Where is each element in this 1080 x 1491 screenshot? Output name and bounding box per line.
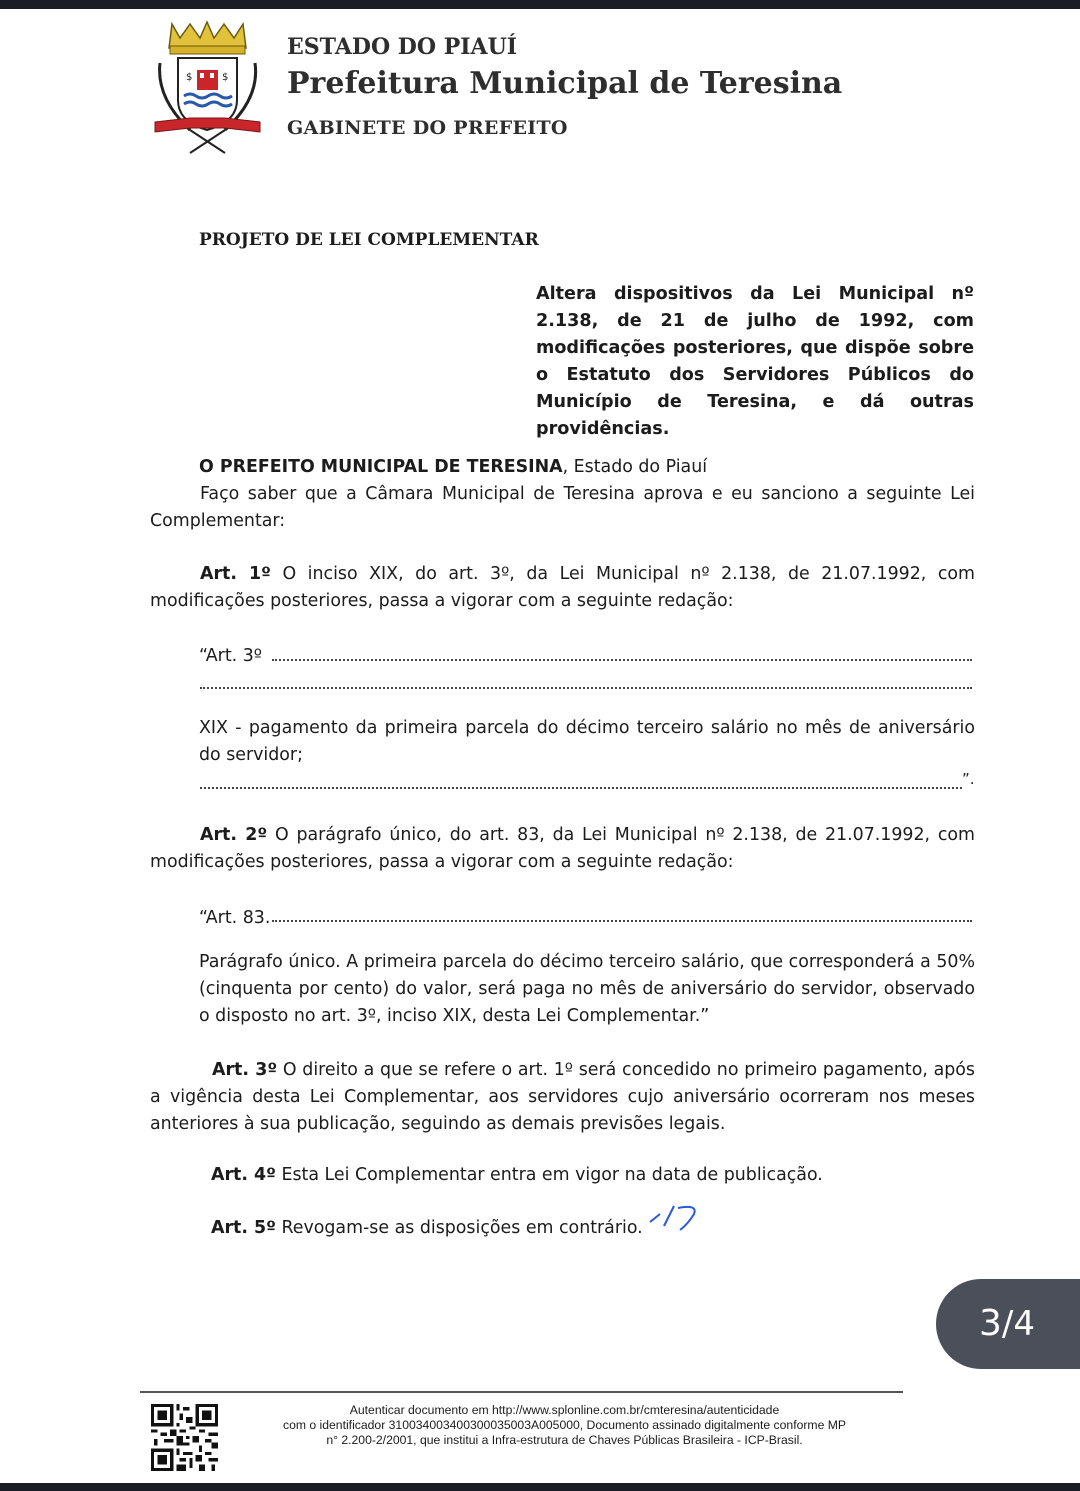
page-current: 3 (979, 1303, 1002, 1344)
auth-line-2: com o identificador 310034003400300035003A005000, Documento assinado digitalmente conforme MP (282, 1418, 847, 1432)
article-1 (150, 561, 975, 615)
article-4 (211, 1162, 975, 1189)
preamble-bold: O PREFEITO MUNICIPAL DE TERESINA (199, 457, 563, 477)
ementa: Altera dispositivos da Lei Municipal nº 2.138, de 21 de julho de 1992, com modificações posteriores, que dispõe sobre o Estatuto dos Servidores Públicos do Município de Teresina, e dá outras providências. (536, 284, 974, 439)
header-gabinete: GABINETE DO PREFEITO (287, 117, 568, 139)
auth-line-1: Autenticar documento em http://www.splonline.com.br/cmteresina/autenticidade (349, 1403, 780, 1417)
article-2-text: O parágrafo único, do art. 83, da Lei Municipal nº 2.138, de 21.07.1992, com modificações posteriores, passa a vigorar com a seguinte redação: (150, 825, 975, 872)
art1-quote-head: “Art. 3º (199, 646, 262, 666)
article-5-label: Art. 5º (211, 1218, 276, 1238)
document-title: PROJETO DE LEI COMPLEMENTAR (199, 230, 539, 250)
dotted-line (272, 659, 972, 661)
article-2 (150, 822, 975, 876)
enacting-clause: Faço saber que a Câmara Municipal de Teresina aprova e eu sanciono a seguinte Lei Complementar: (150, 484, 975, 531)
svg-text:$: $ (186, 72, 193, 83)
preamble (199, 454, 975, 481)
dotted-line (200, 787, 962, 789)
article-3-text: O direito a que se refere o art. 1º será concedido no primeiro pagamento, após a vigência desta Lei Complementar, aos servidores cujo aniversário ocorreram nos meses anteriores à sua publicação, seguindo as demais previsões legais. (150, 1060, 975, 1134)
top-screen-bar (0, 0, 1080, 9)
article-5 (211, 1215, 975, 1242)
preamble-rest: , Estado do Piauí (562, 457, 708, 477)
article-4-text: Esta Lei Complementar entra em vigor na data de publicação. (275, 1165, 823, 1185)
header-state: ESTADO DO PIAUÍ (287, 34, 518, 60)
dotted-line (272, 920, 972, 922)
article-5-text: Revogam-se as disposições em contrário. (275, 1218, 643, 1238)
art1-quote-close: ”. (962, 770, 975, 788)
art1-quote-inciso: XIX - pagamento da primeira parcela do décimo terceiro salário no mês de aniversário do servidor; (199, 718, 975, 765)
article-1-label: Art. 1º (200, 564, 271, 584)
article-3 (150, 1057, 975, 1138)
article-2-label: Art. 2º (200, 825, 268, 845)
article-3-label: Art. 3º (212, 1060, 278, 1080)
bottom-screen-bar (0, 1483, 1080, 1491)
auth-line-3: n° 2.200-2/2001, que institui a Infra-estrutura de Chaves Públicas Brasileira - ICP-Brasil. (326, 1433, 803, 1447)
art2-quote-paragraph: Parágrafo único. A primeira parcela do décimo terceiro salário, que corresponderá a 50% (cinquenta por cento) do valor, será paga no mês de aniversário do servidor, observado o disposto no art. 3º, inciso XIX, desta Lei Complementar.” (199, 952, 975, 1026)
art2-quote-head: “Art. 83. (199, 908, 271, 928)
article-4-label: Art. 4º (211, 1165, 276, 1185)
footer-rule (140, 1391, 903, 1393)
qr-code-icon (151, 1404, 218, 1471)
coat-of-arms-icon (150, 18, 265, 158)
handwritten-rubric-icon (648, 1200, 708, 1240)
page-indicator (936, 1279, 1080, 1369)
dotted-line (200, 687, 972, 689)
header-prefeitura: Prefeitura Municipal de Teresina (287, 66, 843, 101)
page-total: /4 (1001, 1304, 1035, 1344)
article-1-text: O inciso XIX, do art. 3º, da Lei Municipal nº 2.138, de 21.07.1992, com modificações posteriores, passa a vigorar com a seguinte redação: (150, 564, 975, 611)
authentication-notice (222, 1403, 907, 1448)
svg-text:$: $ (222, 72, 229, 83)
